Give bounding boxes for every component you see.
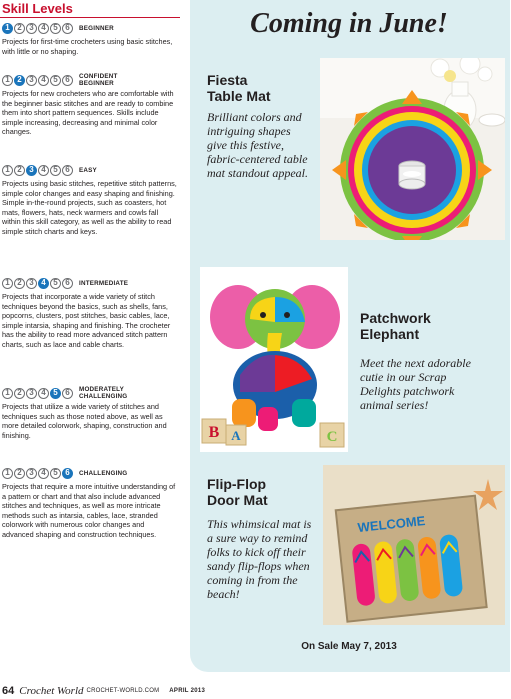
level-circle-5: 5	[50, 75, 61, 86]
doormat-word: WELCOME	[356, 513, 427, 536]
level-header	[2, 465, 178, 481]
level-circle-1: 1	[2, 75, 13, 86]
skill-levels-title: Skill Levels	[2, 1, 73, 16]
title-line: Table Mat	[207, 88, 271, 104]
level-circle-3: 3	[26, 278, 37, 289]
sale-date: On Sale May 7, 2013	[301, 641, 397, 652]
skill-level-easy	[2, 162, 178, 237]
level-circle-4: 4	[38, 165, 49, 176]
level-name: CHALLENGING	[79, 469, 128, 477]
level-circle-4: 4	[38, 23, 49, 34]
elephant-image	[200, 267, 348, 452]
coming-heading: Coming in June!	[250, 8, 448, 39]
level-circle-3: 3	[26, 75, 37, 86]
skill-level-beginner	[2, 20, 178, 56]
title-line: Fiesta	[207, 72, 248, 88]
level-description: Projects that require a more intuitive understanding of a pattern or chart and that also include advanced stitches and techniques, as well as more intricate methods such as intarsia, cables, lace, stranded colorwork with numerous color changes and advanced shaping and construction techniques.	[2, 482, 176, 539]
fiesta-description: Brilliant colors and intriguing shapes give this festive, fabric-centered table mat standout appeal.	[207, 110, 308, 180]
level-name: CONFIDENT BEGINNER	[79, 73, 118, 87]
level-circles	[2, 75, 73, 86]
level-circle-3: 3	[26, 468, 37, 479]
level-circle-3: 3	[26, 23, 37, 34]
fiesta-title	[207, 72, 271, 104]
level-circle-6: 6	[62, 23, 73, 34]
level-circle-3: 3	[26, 388, 37, 399]
level-circle-2: 2	[14, 165, 25, 176]
level-circle-6: 6	[62, 468, 73, 479]
level-header	[2, 275, 178, 291]
level-circle-1: 1	[2, 165, 13, 176]
skill-level-confident-beginner	[2, 72, 178, 137]
level-circle-4: 4	[38, 468, 49, 479]
level-circle-2: 2	[14, 278, 25, 289]
patchwork-elephant-photo	[200, 267, 348, 452]
door-mat-image	[323, 465, 505, 625]
level-circle-6: 6	[62, 278, 73, 289]
level-circle-5: 5	[50, 165, 61, 176]
magazine-name: Crochet World	[19, 685, 84, 697]
svg-text:C: C	[326, 429, 338, 445]
level-header	[2, 385, 178, 401]
level-circles	[2, 278, 73, 289]
fiesta-table-mat-photo	[320, 58, 505, 240]
title-line: Flip-Flop	[207, 476, 267, 492]
svg-text:B: B	[208, 424, 220, 441]
level-name: INTERMEDIATE	[79, 279, 129, 287]
magazine-url: CROCHET-WORLD.COM	[86, 688, 160, 694]
flip-flop-door-mat-photo	[323, 465, 505, 625]
level-circle-6: 6	[62, 388, 73, 399]
level-circles	[2, 23, 73, 34]
level-circle-1: 1	[2, 23, 13, 34]
level-description: Projects that incorporate a wide variety of stitch techniques beyond the basics, such as shells, fans, popcorns, clusters, post stitches, basic cables, lace, simple intarsia, shaping and finishing. The crocheter has the ability to read more advanced stitch pattern charts, such as lace and cable charts.	[2, 292, 171, 349]
level-circle-2: 2	[14, 388, 25, 399]
level-circle-2: 2	[14, 23, 25, 34]
level-circle-3: 3	[26, 165, 37, 176]
level-circles	[2, 165, 73, 176]
level-description: Projects for first-time crocheters using basic stitches, with little or no shaping.	[2, 37, 173, 56]
level-circle-5: 5	[50, 388, 61, 399]
flip-flop-description: This whimsical mat is a sure way to remind folks to kick off their sandy flip-flops when coming in from the beach!	[207, 517, 312, 601]
level-header	[2, 162, 178, 178]
skill-level-intermediate	[2, 275, 178, 350]
level-circle-6: 6	[62, 75, 73, 86]
level-circle-6: 6	[62, 165, 73, 176]
level-header	[2, 20, 178, 36]
title-line: Elephant	[360, 326, 420, 342]
issue-date: APRIL 2013	[169, 688, 206, 694]
level-circles	[2, 468, 73, 479]
level-header	[2, 72, 178, 88]
skill-levels-section	[0, 0, 182, 680]
skill-level-challenging	[2, 465, 178, 540]
level-description: Projects for new crocheters who are comfortable with the beginner basic stitches and are ready to combine them into short pattern sequences. Skills include simple increasing, decreasing and minimal color changes.	[2, 89, 174, 137]
level-circle-1: 1	[2, 468, 13, 479]
title-line: Patchwork	[360, 310, 431, 326]
level-circle-4: 4	[38, 75, 49, 86]
svg-text:A: A	[231, 428, 241, 443]
flip-flop-title	[207, 476, 268, 508]
title-line: Door Mat	[207, 492, 268, 508]
level-circle-5: 5	[50, 468, 61, 479]
elephant-description: Meet the next adorable cutie in our Scrap Delights patchwork animal series!	[360, 356, 471, 412]
level-circle-4: 4	[38, 278, 49, 289]
level-circles	[2, 388, 73, 399]
level-name: EASY	[79, 166, 97, 174]
level-circle-1: 1	[2, 278, 13, 289]
level-description: Projects using basic stitches, repetitive stitch patterns, simple color changes and easy shaping and finishing. Simple in-the-round projects, such as coasters, hot mats, flowers, hats, neck warmers and cowls fall within this skill category, as well as the ability to read simple stitch charts and keys.	[2, 179, 177, 236]
level-name: BEGINNER	[79, 24, 114, 32]
title-divider	[0, 17, 180, 18]
level-description: Projects that utilize a wide variety of stitches and techniques such as those noted above, as well as more detailed colorwork, shaping, construction and finishing.	[2, 402, 167, 440]
level-circle-2: 2	[14, 75, 25, 86]
level-circle-1: 1	[2, 388, 13, 399]
level-circle-5: 5	[50, 23, 61, 34]
elephant-title	[360, 310, 431, 342]
level-circle-5: 5	[50, 278, 61, 289]
level-name: MODERATELY CHALLENGING	[79, 386, 128, 400]
level-circle-4: 4	[38, 388, 49, 399]
page-number: 64	[2, 685, 15, 697]
skill-level-moderately-challenging	[2, 385, 178, 440]
level-circle-2: 2	[14, 468, 25, 479]
page-footer	[0, 683, 511, 699]
table-mat-image	[320, 58, 505, 240]
